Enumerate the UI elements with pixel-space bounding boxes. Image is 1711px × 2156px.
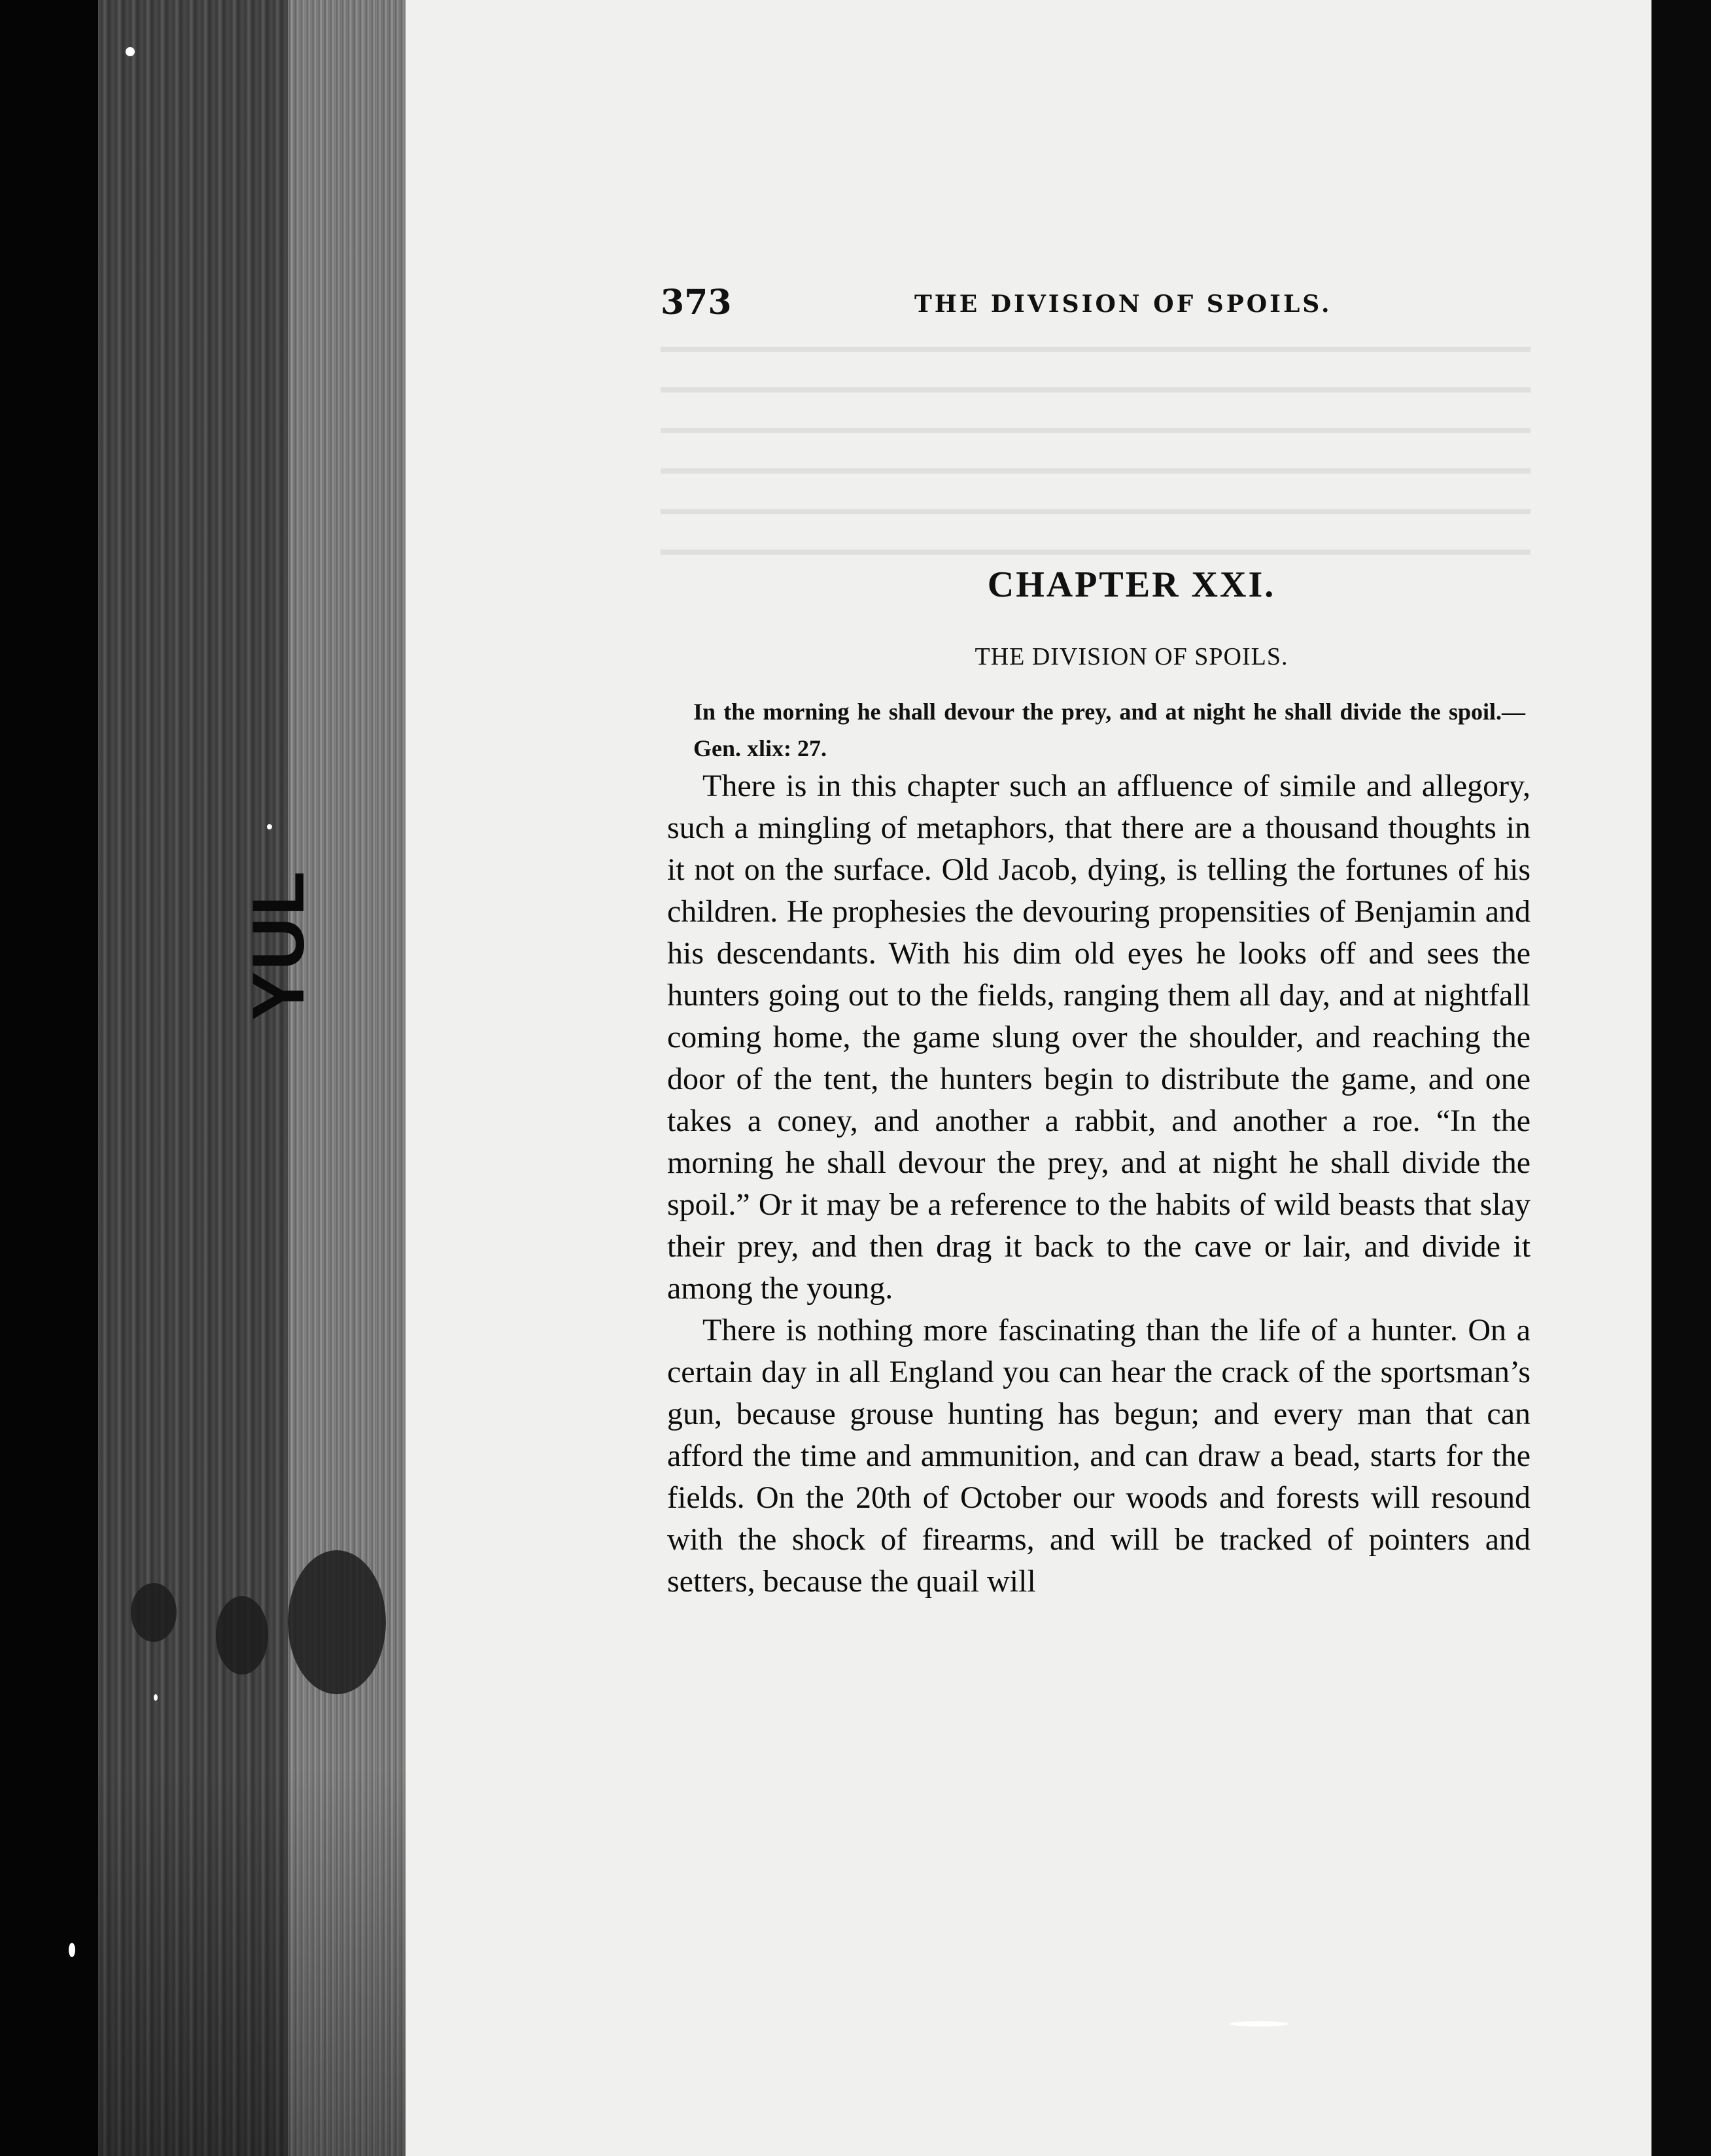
stain-mark	[131, 1583, 177, 1642]
page-right-edge	[1651, 0, 1711, 2156]
epigraph: In the morning he shall devour the prey, and at night he shall divide the spoil.—Gen. xlix: 27.	[693, 699, 1525, 761]
stain-mark	[216, 1596, 268, 1675]
stain-mark	[288, 1550, 386, 1694]
spine-label: YUL	[237, 870, 319, 1020]
dust-speck	[154, 1694, 158, 1701]
paragraph: There is nothing more fascinating than the life of a hunter. On a certain day in all England you can hear the crack of the sportsman’s gun, because grouse hunting has begun; and every man that can afford the time and ammunition, and can draw a bead, starts for the fields. On the 20th of October our woods and forests will resound with the shock of firearms, and will be tracked of pointers and setters, because the quail will	[667, 1313, 1530, 1599]
dust-speck	[69, 1943, 75, 1957]
running-head	[661, 283, 1380, 328]
chapter-title: CHAPTER XXI.	[987, 565, 1276, 605]
body-text	[667, 765, 1530, 1603]
dust-speck	[126, 47, 135, 56]
spine-shadow	[98, 1766, 406, 2156]
chapter-subtitle: THE DIVISION OF SPOILS.	[975, 643, 1288, 670]
bleed-through	[661, 347, 1530, 569]
page-number: 373	[661, 283, 732, 322]
running-title: THE DIVISION OF SPOILS.	[914, 290, 1332, 318]
dust-speck	[1230, 2021, 1288, 2026]
paragraph: There is in this chapter such an affluence of simile and allegory, such a mingling of metaphors, that there are a thousand thoughts in it not on the surface. Old Jacob, dying, is telling the fortunes of his children. He prophesies the devouring propensities of Benjamin and his descendants. With his dim old eyes he looks off and sees the hunters going out to the fields, ranging them all day, and at nightfall coming home, the game slung over the shoulder, and reaching the door of the tent, the hunters begin to distribute the game, and one takes a coney, and another a rabbit, and another a roe. “In the morning he shall devour the prey, and at night he shall divide the spoil.” Or it may be a reference to the habits of wild beasts that slay their prey, and then drag it back to the cave or lair, and divide it among the young.	[667, 769, 1530, 1306]
dust-speck	[267, 824, 272, 829]
